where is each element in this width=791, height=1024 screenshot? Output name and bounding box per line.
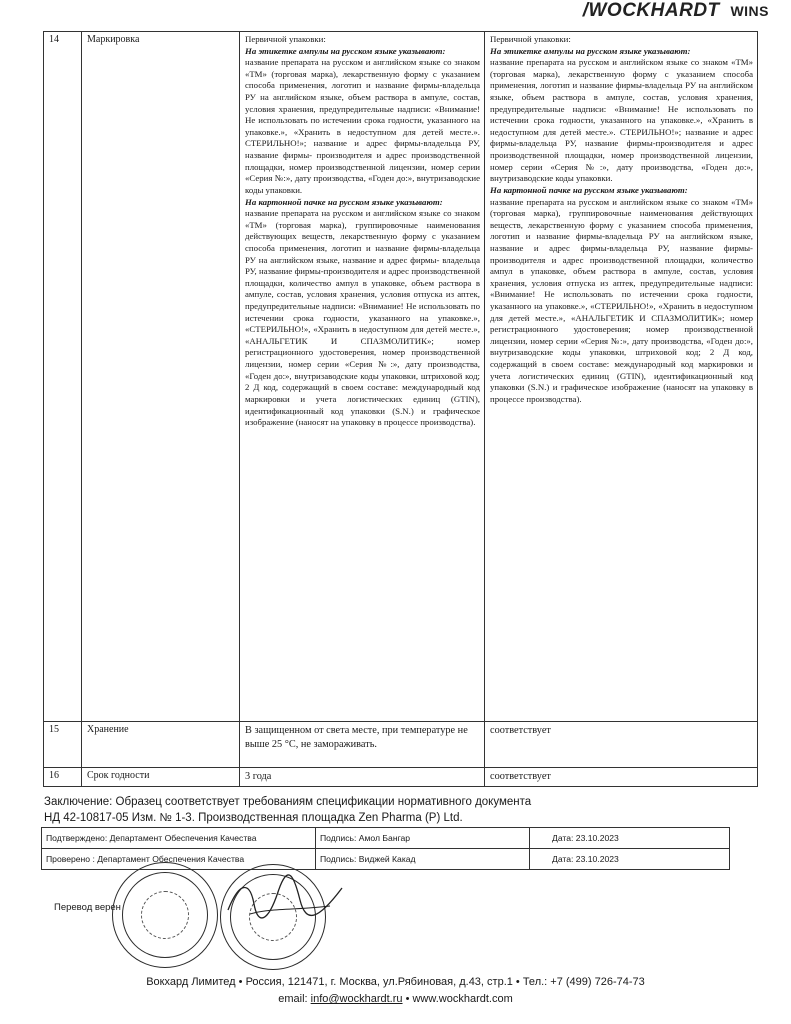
table-row xyxy=(44,32,758,722)
round-stamp-left xyxy=(112,862,218,968)
signature-name: Подпись: Амол Бангар xyxy=(316,828,530,849)
paragraph-text: название препарата на русском и английском языке со знаком «ТМ» (торговая марка), лекарственную форму с указанием способа применения, логотип и название фирмы-владельца РУ на английском языке, объем раствора в ампуле, состав, условия хранения, предупредительные надписи: «Внимание! Не использовать по истечении срока годности, указанного на упаковке.», «Хранить в недоступном для детей месте.». СТЕРИЛЬНО!»; название и адрес фирмы-владельца РУ, название фирмы- производителя и адрес производственной площадки, номер производственной лицензии, номер серии «Серия №:», дату производства, «Годен до:», внутризаводские коды упаковки. xyxy=(245,57,480,195)
page-footer xyxy=(0,974,791,1008)
website-text: • www.wockhardt.com xyxy=(405,993,513,1006)
approval-role: Подтверждено: Департамент Обеспечения Качества xyxy=(42,828,316,849)
conclusion-line: НД 42-10817-05 Изм. № 1-3. Производственная площадка Zen Pharma (P) Ltd. xyxy=(44,811,463,824)
round-stamp-right xyxy=(220,864,326,970)
email-link[interactable]: info@wockhardt.ru xyxy=(310,993,403,1006)
translation-certified-label: Перевод верен xyxy=(54,902,121,913)
section-heading: На этикетке ампулы на русском языке указывают: xyxy=(490,45,691,56)
contact-line xyxy=(0,991,791,1008)
result-cell: соответствует xyxy=(485,722,758,768)
signature-name: Подпись: Виджей Какад xyxy=(316,849,530,870)
parameter-name: Хранение xyxy=(82,722,240,768)
company-stamps xyxy=(108,862,358,966)
requirement-cell: В защищенном от света месте, при температуре не выше 25 °С, не замораживать. xyxy=(240,722,485,768)
row-number: 14 xyxy=(44,32,82,722)
paragraph-text: Первичной упаковки: xyxy=(245,34,326,44)
signature-date: Дата: 23.10.2023 xyxy=(530,849,730,870)
paragraph-text: Первичной упаковки: xyxy=(490,34,571,44)
section-heading: На этикетке ампулы на русском языке указывают: xyxy=(245,45,446,56)
table-row xyxy=(44,722,758,768)
signature-row xyxy=(42,849,730,870)
signature-date: Дата: 23.10.2023 xyxy=(530,828,730,849)
paragraph-text: название препарата на русском и английском языке со знаком «ТМ» (торговая марка), группировочные наименования действующих веществ, лекарственную форму с указанием способа применения, логотип и название фирмы-владельца РУ на английском языке, название и адрес фирмы-владельца РУ, название фирмы-производителя и адрес производственной площадки, количество ампул в упаковке, объем раствора в ампуле, состав, условия хранения, условия отпуска из аптек, предупредительные надписи: «Внимание! Не использовать по истечении срока годности, указанного на упаковке.», «СТЕРИЛЬНО!», «Хранить в недоступном для детей месте.», «АНАЛЬГЕТИК И СПАЗМОЛИТИК»; номер регистрационного удостоверения; номер производственной лицензии, номер серии «Серия №:», дату производства, «Годен до:», внутризаводские коды упаковки, штриховой код; 2 Д код, содержащий в своем составе: международный код маркировки и учета логистических единиц (GTIN), идентификационный код упаковки (S.N.) и графическое изображение (наносят на упаковку в процессе производства). xyxy=(490,196,753,404)
specification-table xyxy=(43,31,758,787)
paragraph-text: название препарата на русском и английском языке со знаком «ТМ» (торговая марка), группировочные наименования действующих веществ, лекарственную форму с указанием способа применения, логотип и название фирмы-владельца РУ на английском языке, название и адрес фирмы- владельца РУ, название фирмы-производителя и адрес производственной площадки, количество ампул в упаковке, объем раствора в ампуле, состав, условия хранения, условия отпуска из аптек, предупредительные надписи: «Внимание! Не использовать по истечении срока годности, указанного на упаковке.», «СТЕРИЛЬНО!», «Хранить в недоступном для детей месте.», «АНАЛЬГЕТИК И СПАЗМОЛИТИК»; номер регистрационного удостоверения, номер производственной лицензии, номер серии «Серия №:», дату производства, «Годен до:», внутризаводские коды упаковки, штриховой код; 2 Д код, содержащий в своем составе: международный код маркировки и учета логистических единиц (GTIN), идентификационный код упаковки (S.N.) и графическое изображение (наносят на упаковку в процессе производства). xyxy=(245,208,480,428)
section-heading: На картонной пачке на русском языке указывают: xyxy=(490,184,688,195)
row-number: 16 xyxy=(44,768,82,787)
requirement-cell: 3 года xyxy=(240,768,485,787)
signature-row xyxy=(42,828,730,849)
logo-text: /WOCKHARDT xyxy=(582,0,720,21)
row-number: 15 xyxy=(44,722,82,768)
signature-table xyxy=(41,827,730,870)
result-cell xyxy=(485,32,758,722)
parameter-name: Срок годности xyxy=(82,768,240,787)
handwritten-signature xyxy=(220,870,350,930)
conclusion-line: Заключение: Образец соответствует требованиям спецификации нормативного документа xyxy=(44,796,532,808)
section-heading: На картонной пачке на русском языке указывают: xyxy=(245,196,443,207)
table-row xyxy=(44,768,758,787)
result-cell: соответствует xyxy=(485,768,758,787)
approval-role: Проверено : Департамент Обеспечения Качества xyxy=(42,849,316,870)
company-address: Вокхард Лимитед • Россия, 121471, г. Москва, ул.Рябиновая, д.43, стр.1 • Тел.: +7 (499) 726-74-73 xyxy=(146,976,645,988)
parameter-name: Маркировка xyxy=(82,32,240,722)
logo-mark: WINS xyxy=(730,3,769,19)
company-logo xyxy=(583,0,769,22)
requirement-cell xyxy=(240,32,485,722)
conclusion xyxy=(44,795,754,826)
paragraph-text: название препарата на русском и английском языке со знаком «ТМ» (торговая марка), лекарственную форму с указанием способа применения, логотип и название фирмы-владельца РУ на английском языке, объем раствора в ампуле, состав, условия хранения, предупредительные надписи: «Внимание! Не использовать по истечении срока годности, указанного на упаковке.», «Хранить в недоступном для детей месте.». СТЕРИЛЬНО!»; название и адрес фирмы-владельца РУ, название фирмы-производителя и адрес производственной площадки, номер производственной лицензии, номер серии «Серия №:», дату производства, «Годен до:», внутризаводские коды упаковки. xyxy=(490,57,753,184)
email-label: email: xyxy=(278,993,308,1006)
